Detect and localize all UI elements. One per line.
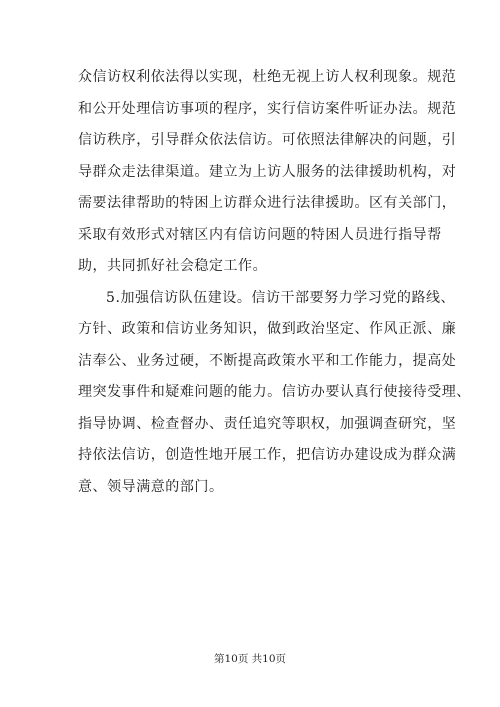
paragraph-line: 信访秩序，引导群众依法信访。可依照法律解决的问题，引 (78, 132, 457, 148)
paragraph-line: 理突发事件和疑难问题的能力。信访办要认真行使接待受理、 (78, 384, 471, 400)
paragraph-line: 导群众走法律渠道。建立为上访人服务的法律援助机构，对 (78, 163, 457, 180)
paragraph-2 (78, 283, 471, 504)
paragraph-line: 和公开处理信访事项的程序，实行信访案件听证办法。规范 (78, 100, 457, 117)
paragraph-line: 持依法信访，创造性地开展工作，把信访办建设成为群众满 (78, 447, 457, 463)
paragraph-line: 5.加强信访队伍建设。信访干部要努力学习党的路线、 (106, 289, 456, 306)
paragraph-line: 指导协调、检查督办、责任追究等职权，加强调查研究，坚 (78, 415, 457, 432)
page-number-footer: 第10页 共10页 (213, 653, 287, 665)
paragraph-line: 助，共同抓好社会稳定工作。 (78, 258, 268, 274)
paragraph-line: 需要法律帮助的特困上访群众进行法律援助。区有关部门， (78, 195, 457, 211)
paragraph-line: 意、领导满意的部门。 (78, 478, 224, 495)
paragraph-line: 众信访权利依法得以实现，杜绝无视上访人权利现象。规范 (78, 69, 457, 85)
paragraph-line: 洁奉公、业务过硬，不断提高政策水平和工作能力，提高处 (78, 352, 457, 369)
paragraph-line: 采取有效形式对辖区内有信访问题的特困人员进行指导帮 (78, 226, 442, 243)
paragraph-line: 方针、政策和信访业务知识，做到政治坚定、作风正派、廉 (78, 321, 457, 337)
paragraph-1 (78, 62, 457, 283)
document-body (78, 62, 471, 503)
